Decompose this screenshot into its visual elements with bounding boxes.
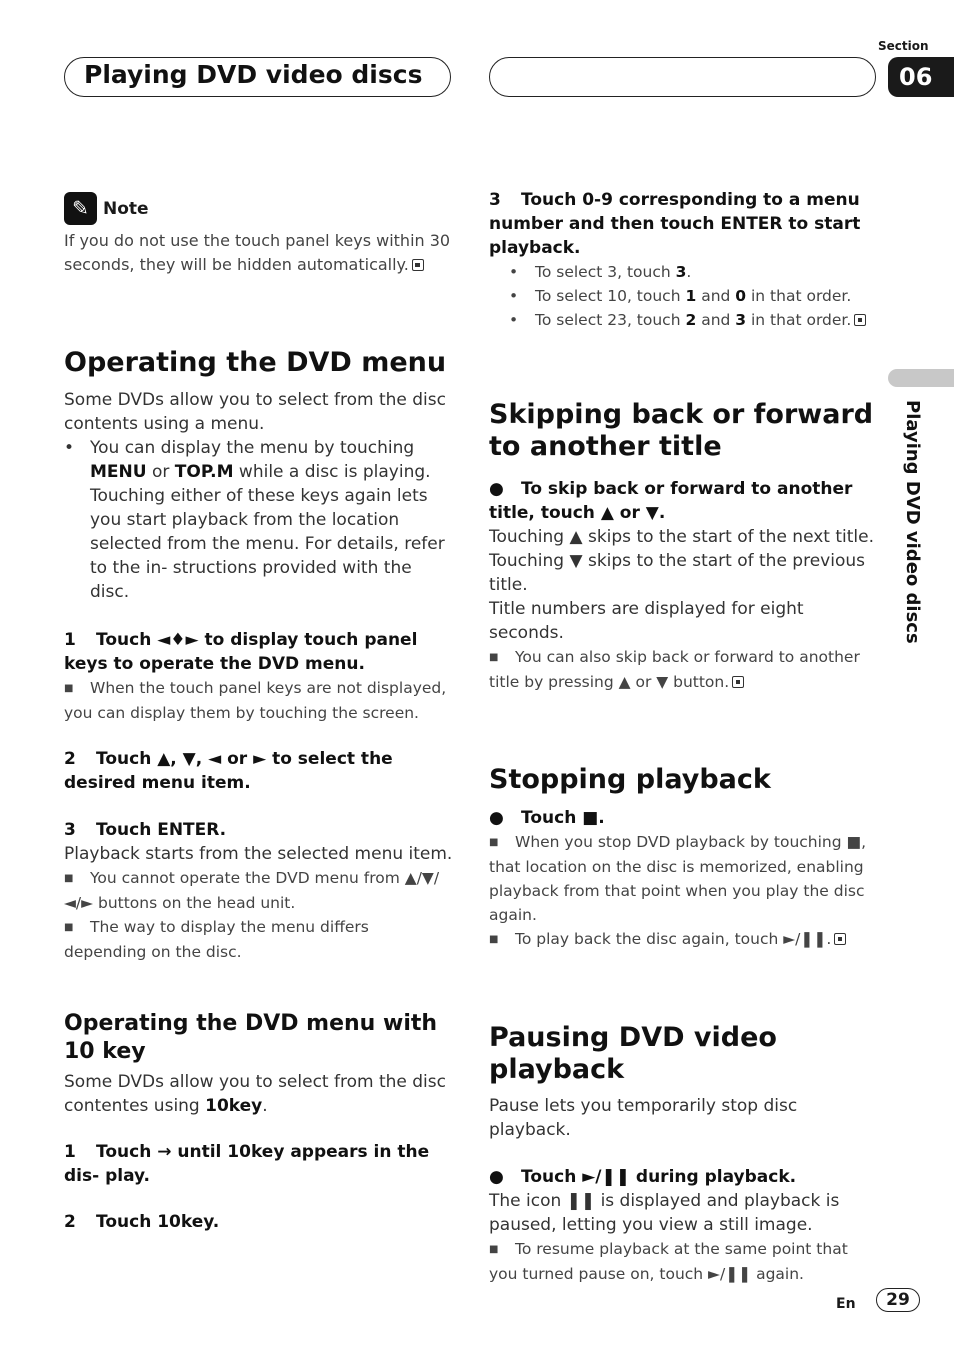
end-mark-icon [834, 933, 846, 945]
footer-language: En [836, 1296, 856, 1312]
ten-key-step-2: 2 Touch 10key. [64, 1212, 220, 1232]
ten-key-intro: Some DVDs allow you to select from the disc contentes using 10key. [64, 1072, 446, 1116]
stop-action: ● Touch ■. [489, 808, 605, 828]
ten-key-heading: Operating the DVD menu with 10 key [64, 1011, 438, 1064]
skip-note: ■ You can also skip back or forward to another title by pressing ▲ or ▼ button. [489, 648, 860, 691]
square-bullet-icon: ■ [489, 837, 499, 848]
left-column [64, 192, 454, 1234]
note-text: If you do not use the touch panel keys within 30 seconds, they will be hidden automatically. [64, 231, 451, 274]
dvd-menu-step-3: 3 Touch ENTER. [64, 820, 227, 840]
ten-key-step-3: 3 Touch 0-9 corresponding to a menu number and then touch ENTER to start playback. [489, 190, 861, 258]
square-bullet-icon: ■ [489, 934, 499, 945]
header-blank-frame [489, 57, 876, 97]
end-mark-icon [854, 314, 866, 326]
dvd-menu-step-3-note-2: ■ The way to display the menu differs depending on the disc. [64, 918, 369, 961]
skip-text: Touching ▲ skips to the start of the next title. Touching ▼ skips to the start of the previous title. [489, 527, 875, 595]
note-label: Note [103, 198, 149, 219]
note-heading [64, 192, 454, 225]
square-bullet-icon: ■ [64, 873, 74, 884]
side-tab-text: Playing DVD video discs [902, 400, 923, 644]
page-number: 29 [876, 1288, 920, 1312]
bullet-icon: ● [489, 808, 504, 828]
dvd-menu-step-3-text: Playback starts from the selected menu item. [64, 844, 453, 864]
stop-note-1: ■ When you stop DVD playback by touching ■, that location on the disc is memorized, enabling playback from that point when you play the disc again. [489, 833, 867, 924]
pause-intro: Pause lets you temporarily stop disc playback. [489, 1096, 798, 1140]
dvd-menu-step-3-note-1: ■ You cannot operate the DVD menu from ▲/▼/◄/► buttons on the head unit. [64, 869, 440, 912]
bullet-icon: ● [489, 1167, 504, 1187]
dvd-menu-heading: Operating the DVD menu [64, 347, 447, 378]
dvd-menu-intro: Some DVDs allow you to select from the disc contents using a menu. [64, 390, 446, 434]
dvd-menu-step-1: 1 Touch ◄♦► to display touch panel keys to operate the DVD menu. [64, 630, 418, 674]
dvd-menu-step-2: 2 Touch ▲, ▼, ◄ or ► to select the desired menu item. [64, 749, 393, 793]
ten-key-select-2: • To select 10, touch 1 and 0 in that order. [489, 284, 879, 308]
skip-text-2: Title numbers are displayed for eight seconds. [489, 599, 804, 643]
square-bullet-icon: ■ [489, 652, 499, 663]
skip-heading: Skipping back or forward to another title [489, 399, 874, 462]
square-bullet-icon: ■ [64, 683, 74, 694]
end-mark-icon [732, 676, 744, 688]
pause-text: The icon ❚❚ is displayed and playback is paused, letting you view a still image. [489, 1191, 840, 1235]
side-tab-marker [888, 369, 954, 387]
section-title: Playing DVD video discs [84, 60, 423, 89]
stop-note-2: ■ To play back the disc again, touch ►/❚❚. [489, 927, 879, 952]
bullet-icon: • [509, 287, 519, 305]
stop-heading: Stopping playback [489, 764, 771, 795]
pencil-icon: ✎ [64, 192, 97, 225]
ten-key-step-1: 1 Touch → until 10key appears in the dis- play. [64, 1142, 430, 1186]
square-bullet-icon: ■ [64, 922, 74, 933]
section-label: Section [878, 39, 929, 53]
ten-key-select-1: • To select 3, touch 3. [489, 260, 879, 284]
skip-action: ● To skip back or forward to another title, touch ▲ or ▼. [489, 479, 853, 523]
bullet-icon: • [509, 311, 519, 329]
bullet-icon: • [64, 438, 75, 458]
end-mark-icon [412, 259, 424, 271]
dvd-menu-step-1-note: ■ When the touch panel keys are not displayed, you can display them by touching the screen. [64, 679, 447, 722]
square-bullet-icon: ■ [489, 1244, 499, 1255]
section-number: 06 [888, 57, 954, 97]
bullet-icon: • [509, 263, 519, 281]
pause-note: ■ To resume playback at the same point that you turned pause on, touch ►/❚❚ again. [489, 1240, 848, 1283]
bullet-icon: ● [489, 479, 504, 499]
dvd-menu-bullet: • You can display the menu by touching MENU or TOP.M while a disc is playing. Touching either of these keys again lets you start playback from the location selected from the menu. For details, refer to the in- structions provided with the disc. [64, 438, 445, 602]
pause-action: ● Touch ►/❚❚ during playback. [489, 1167, 797, 1187]
right-column [489, 188, 879, 1286]
pause-heading: Pausing DVD video playback [489, 1022, 777, 1085]
ten-key-select-3: • To select 23, touch 2 and 3 in that order. [489, 308, 879, 332]
